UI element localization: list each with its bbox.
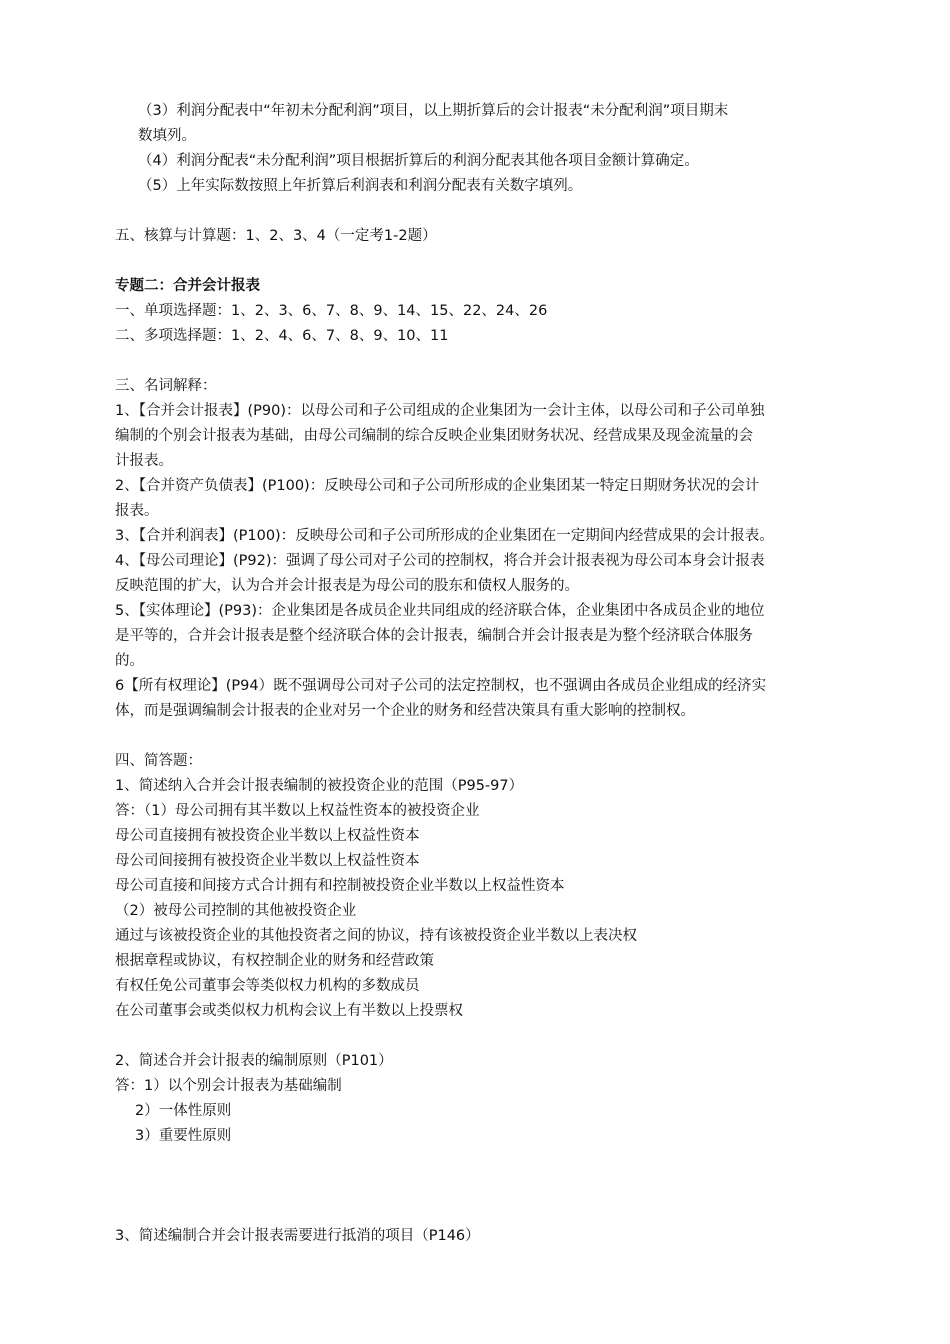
answer-line: 答：1）以个别会计报表为基础编制 (115, 1078, 342, 1094)
answer-line: 母公司直接拥有被投资企业半数以上权益性资本 (115, 828, 420, 844)
term-line: 1、【合并会计报表】(P90)：以母公司和子公司组成的企业集团为一会计主体，以母公司和子公司单独 (115, 403, 765, 419)
answer-line: 母公司直接和间接方式合计拥有和控制被投资企业半数以上权益性资本 (115, 878, 565, 894)
answer-line: 有权任免公司董事会等类似权力机构的多数成员 (115, 978, 420, 994)
paragraph-line: （5）上年实际数按照上年折算后利润表和利润分配表有关数字填列。 (138, 178, 583, 194)
term-line: 4、【母公司理论】(P92)：强调了母公司对子公司的控制权，将合并会计报表视为母公司本身会计报表 (115, 553, 765, 569)
answer-line: （2）被母公司控制的其他被投资企业 (115, 903, 357, 919)
term-line: 反映范围的扩大，认为合并会计报表是为母公司的股东和债权人服务的。 (115, 578, 579, 594)
term-line: 是平等的，合并会计报表是整个经济联合体的会计报表，编制合并会计报表是为整个经济联合体服务 (115, 628, 753, 644)
question-line: 2、简述合并会计报表的编制原则（P101） (115, 1053, 393, 1069)
answer-line: 答：（1）母公司拥有其半数以上权益性资本的被投资企业 (115, 803, 480, 819)
section-heading-calc: 五、核算与计算题：1、2、3、4（一定考1-2题） (115, 228, 437, 244)
single-choice-line: 一、单项选择题：1、2、3、6、7、8、9、14、15、22、24、26 (115, 303, 548, 319)
answer-line: 通过与该被投资企业的其他投资者之间的协议，持有该被投资企业半数以上表决权 (115, 928, 637, 944)
section-heading-short: 四、简答题： (115, 753, 202, 769)
term-line: 编制的个别会计报表为基础，由母公司编制的综合反映企业集团财务状况、经营成果及现金流量的会 (115, 428, 753, 444)
term-line: 的。 (115, 653, 144, 669)
answer-line: 在公司董事会或类似权力机构会议上有半数以上投票权 (115, 1003, 463, 1019)
term-line: 2、【合并资产负债表】(P100)：反映母公司和子公司所形成的企业集团某一特定日期财务状况的会计 (115, 478, 760, 494)
term-line: 报表。 (115, 503, 159, 519)
answer-line: 根据章程或协议，有权控制企业的财务和经营政策 (115, 953, 434, 969)
question-line: 1、简述纳入合并会计报表编制的被投资企业的范围（P95-97） (115, 778, 524, 794)
paragraph-line: （4）利润分配表“未分配利润”项目根据折算后的利润分配表其他各项目金额计算确定。 (138, 153, 699, 169)
paragraph-line: （3）利润分配表中“年初未分配利润”项目，以上期折算后的会计报表“未分配利润”项目期末 (138, 103, 729, 119)
term-line: 计报表。 (115, 453, 173, 469)
topic-title: 专题二：合并会计报表 (115, 278, 260, 294)
answer-line: 母公司间接拥有被投资企业半数以上权益性资本 (115, 853, 420, 869)
term-line: 6【所有权理论】(P94）既不强调母公司对子公司的法定控制权，也不强调由各成员企业组成的经济实 (115, 678, 767, 694)
question-line: 3、简述编制合并会计报表需要进行抵消的项目（P146） (115, 1228, 480, 1244)
answer-line: 2）一体性原则 (135, 1103, 232, 1119)
term-line: 3、【合并利润表】(P100)：反映母公司和子公司所形成的企业集团在一定期间内经营成果的会计报表。 (115, 528, 774, 544)
answer-line: 3）重要性原则 (135, 1128, 232, 1144)
multi-choice-line: 二、多项选择题：1、2、4、6、7、8、9、10、11 (115, 328, 449, 344)
term-line: 5、【实体理论】(P93)：企业集团是各成员企业共同组成的经济联合体，企业集团中各成员企业的地位 (115, 603, 765, 619)
paragraph-line: 数填列。 (138, 128, 196, 144)
term-line: 体，而是强调编制会计报表的企业对另一个企业的财务和经营决策具有重大影响的控制权。 (115, 703, 695, 719)
section-heading-terms: 三、名词解释： (115, 378, 217, 394)
